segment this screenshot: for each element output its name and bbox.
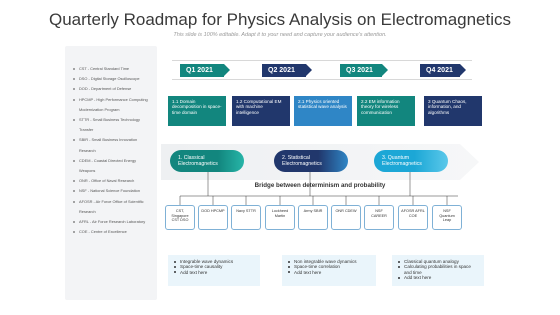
glossary-item: ONR - Office of Naval Research xyxy=(73,176,151,186)
quarter-q4: Q4 2021 xyxy=(420,64,460,77)
glossary-item: AFRL - Air Force Research Laboratory xyxy=(73,217,151,227)
glossary-item: AFOSR - Air Force Office of Scientific Research xyxy=(73,197,151,217)
outcome-item: Integrable wave dynamics xyxy=(174,259,254,264)
slide-subtitle: This slide is 100% editable. Adapt it to your need and capture your audience's attention. xyxy=(173,32,387,38)
theme-quantum: 3. Quantum Electromagnetics xyxy=(374,150,448,172)
task-box-1-2: 1.2 Computational EM with machine intelligence xyxy=(232,96,290,126)
glossary-item: NSF - National Science Foundation xyxy=(73,186,151,196)
glossary-item: CDEM - Coastal Directed Energy Weapons xyxy=(73,156,151,176)
institution-box: ONR CDEW xyxy=(331,205,361,230)
theme-statistical: 2. Statistical Electromagnetics xyxy=(274,150,348,172)
institution-box: Lockheed Martin xyxy=(265,205,295,230)
task-box-3: 3 Quantum Chaos, information, and algorithms xyxy=(424,96,482,126)
institution-box: NSF Quantum Leap xyxy=(432,205,462,230)
outcome-item: Add text here xyxy=(288,270,370,275)
task-box-2-1: 2.1 Physics oriented statistical wave analysis xyxy=(294,96,352,126)
institution-box: DOD HPCMP xyxy=(198,205,228,230)
outcome-item: Add text here xyxy=(398,275,478,280)
outcome-item: Non integrable wave dynamics xyxy=(288,259,370,264)
glossary-item: DSO - Digital Storage Oscilloscope xyxy=(73,74,151,84)
quarter-q2: Q2 2021 xyxy=(262,64,306,77)
bridge-label: Bridge between determinism and probability xyxy=(254,182,386,189)
glossary-item: COE - Centre of Excellence xyxy=(73,227,151,237)
task-box-1-1: 1.1 Domain decomposition in space-time domain xyxy=(168,96,226,126)
institution-box: Navy STTR xyxy=(231,205,261,230)
outcome-item: Add text here xyxy=(174,270,254,275)
institution-box: CST, Singapore CST DSO xyxy=(165,205,195,230)
outcome-item: Calculating probabilities in space and time xyxy=(398,264,478,275)
glossary-item: SBIR - Small Business Innovation Research xyxy=(73,135,151,155)
outcome-item: Space-time correlation xyxy=(288,264,370,269)
institution-box: Army SBIR xyxy=(298,205,328,230)
quarter-q3: Q3 2021 xyxy=(340,64,382,77)
institution-box: NSF CAREER xyxy=(364,205,394,230)
outcome-box-classical xyxy=(168,255,260,286)
institution-box: AFOSR AFRL COE xyxy=(398,205,428,230)
glossary-item: STTR - Small Business Technology Transfer xyxy=(73,115,151,135)
outcome-item: Classical quantum analogy xyxy=(398,259,478,264)
outcome-box-statistical xyxy=(282,255,376,286)
outcome-item: Space-time causality xyxy=(174,264,254,269)
outcome-box-quantum xyxy=(392,255,484,286)
quarter-q1: Q1 2021 xyxy=(180,64,224,77)
glossary-item: HPCMP - High Performance Computing Modernization Program xyxy=(73,95,151,115)
glossary-item: DOD - Department of Defense xyxy=(73,84,151,94)
glossary-item: CST - Central Standard Time xyxy=(73,64,151,74)
slide-title: Quarterly Roadmap for Physics Analysis on Electromagnetics xyxy=(48,10,512,29)
task-box-2-2: 2.2 EM information theory for wireless communication xyxy=(357,96,415,126)
theme-classical: 1. Classical Electromagnetics xyxy=(170,150,244,172)
